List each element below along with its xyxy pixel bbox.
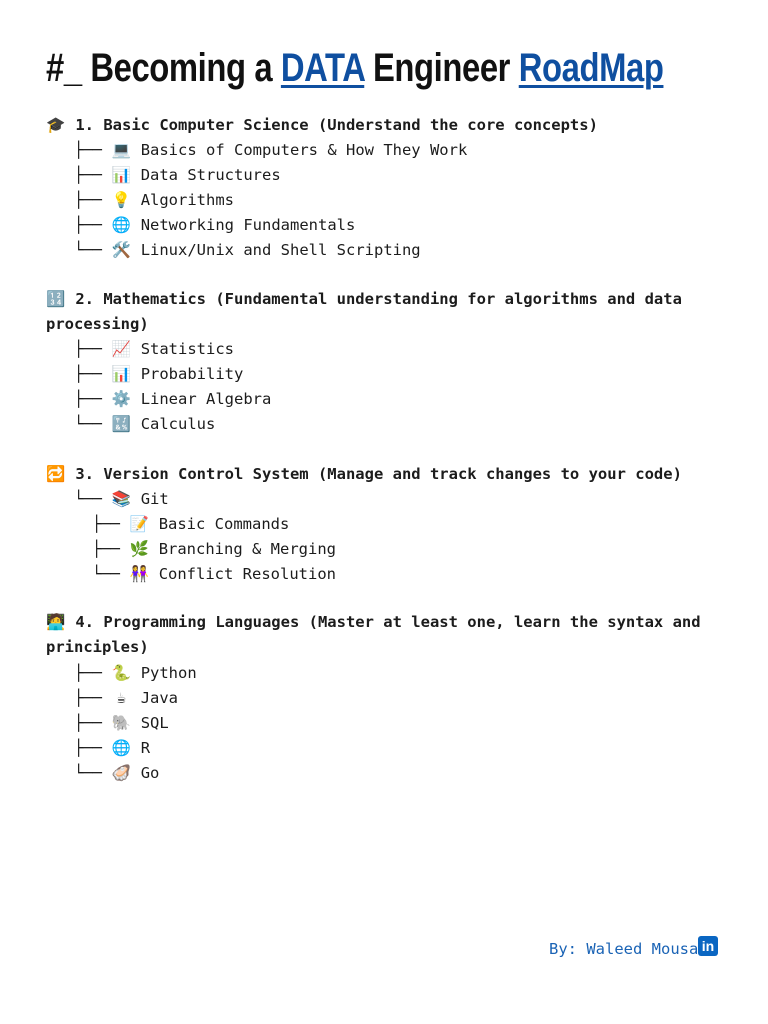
tree-branch: ├── xyxy=(92,540,120,558)
tree-branch: ├── xyxy=(74,340,102,358)
symbols-icon: 🔣 xyxy=(111,415,131,433)
list-item-label: SQL xyxy=(140,714,169,732)
tree-branch: └── xyxy=(74,764,102,782)
list-item xyxy=(74,389,271,409)
page-title xyxy=(46,46,663,91)
tree-branch: ├── xyxy=(74,191,102,209)
bar-chart-icon: 📊 xyxy=(111,365,131,383)
list-item xyxy=(74,240,421,260)
list-item xyxy=(74,414,215,434)
list-item xyxy=(74,190,234,210)
list-item-label: Python xyxy=(140,664,197,682)
title-prefix: #_ Becoming a xyxy=(46,46,281,90)
elephant-icon: 🐘 xyxy=(111,714,131,732)
tree-branch: ├── xyxy=(74,216,102,234)
tree-branch: ├── xyxy=(74,390,102,408)
section-heading-text: 2. Mathematics (Fundamental understanding for algorithms and data processing) xyxy=(46,290,682,333)
gear-icon: ⚙️ xyxy=(111,390,131,408)
light-bulb-icon: 💡 xyxy=(111,191,131,209)
memo-icon: 📝 xyxy=(129,515,149,533)
tree-branch: ├── xyxy=(74,141,102,159)
list-item xyxy=(74,489,169,509)
list-item-label: Linux/Unix and Shell Scripting xyxy=(140,241,421,259)
list-item-label: Basics of Computers & How They Work xyxy=(140,141,468,159)
list-item xyxy=(74,215,355,235)
title-highlight-data: DATA xyxy=(280,46,365,90)
repeat-icon: 🔁 xyxy=(46,465,66,483)
list-item-label: Java xyxy=(140,689,179,707)
people-holding-hands-icon: 👭 xyxy=(129,565,149,583)
section-heading-text: 4. Programming Languages (Master at least one, learn the syntax and principles) xyxy=(46,613,701,656)
list-item xyxy=(74,663,197,683)
list-item-label: Linear Algebra xyxy=(140,390,272,408)
list-item xyxy=(74,339,234,359)
list-item xyxy=(74,364,243,384)
section-heading-text: 1. Basic Computer Science (Understand the core concepts) xyxy=(75,116,598,134)
list-item xyxy=(74,688,178,708)
section-3-heading xyxy=(46,464,682,484)
author-credit: By: Waleed Mousa xyxy=(549,940,699,958)
list-item-label: Statistics xyxy=(140,340,235,358)
oyster-icon: 🦪 xyxy=(111,764,131,782)
tree-branch: ├── xyxy=(92,515,120,533)
list-item-label: Algorithms xyxy=(140,191,235,209)
list-item-label: Branching & Merging xyxy=(158,540,336,558)
title-middle: Engineer xyxy=(364,46,519,90)
list-item xyxy=(74,763,159,783)
tree-branch: └── xyxy=(74,490,102,508)
list-item-label: Networking Fundamentals xyxy=(140,216,356,234)
list-item-label: Git xyxy=(140,490,169,508)
tools-icon: 🛠️ xyxy=(111,241,131,259)
tree-branch: └── xyxy=(74,241,102,259)
tree-branch: └── xyxy=(74,415,102,433)
linkedin-icon[interactable]: in xyxy=(698,936,718,956)
laptop-icon: 💻 xyxy=(111,141,131,159)
list-item xyxy=(74,713,169,733)
section-1-heading xyxy=(46,115,598,135)
tree-branch: ├── xyxy=(74,365,102,383)
herb-icon: 🌿 xyxy=(129,540,149,558)
list-item-label: Go xyxy=(140,764,160,782)
list-item-label: Data Structures xyxy=(140,166,281,184)
bar-chart-icon: 📊 xyxy=(111,166,131,184)
coffee-icon: ☕ xyxy=(116,689,127,707)
section-4-heading xyxy=(46,610,718,660)
list-item xyxy=(74,738,150,758)
tree-branch: ├── xyxy=(74,689,102,707)
list-item xyxy=(74,140,467,160)
tree-branch: ├── xyxy=(74,739,102,757)
list-item xyxy=(92,514,289,534)
chart-increasing-icon: 📈 xyxy=(111,340,131,358)
list-item-label: Conflict Resolution xyxy=(158,565,336,583)
technologist-icon: 🧑‍💻 xyxy=(46,613,66,631)
list-item-label: R xyxy=(140,739,151,757)
list-item xyxy=(92,564,336,584)
section-heading-text: 3. Version Control System (Manage and track changes to your code) xyxy=(75,465,682,483)
tree-branch: ├── xyxy=(74,166,102,184)
books-icon: 📚 xyxy=(111,490,131,508)
numbers-icon: 🔢 xyxy=(46,290,66,308)
graduation-cap-icon: 🎓 xyxy=(46,116,66,134)
section-2-heading xyxy=(46,287,718,337)
snake-icon: 🐍 xyxy=(111,664,131,682)
list-item-label: Basic Commands xyxy=(158,515,290,533)
tree-branch: └── xyxy=(92,565,120,583)
globe-icon: 🌐 xyxy=(111,739,131,757)
tree-branch: ├── xyxy=(74,664,102,682)
list-item xyxy=(74,165,281,185)
list-item-label: Probability xyxy=(140,365,244,383)
list-item-label: Calculus xyxy=(140,415,216,433)
title-highlight-roadmap: RoadMap xyxy=(518,46,664,90)
globe-icon: 🌐 xyxy=(111,216,131,234)
tree-branch: ├── xyxy=(74,714,102,732)
list-item xyxy=(92,539,336,559)
